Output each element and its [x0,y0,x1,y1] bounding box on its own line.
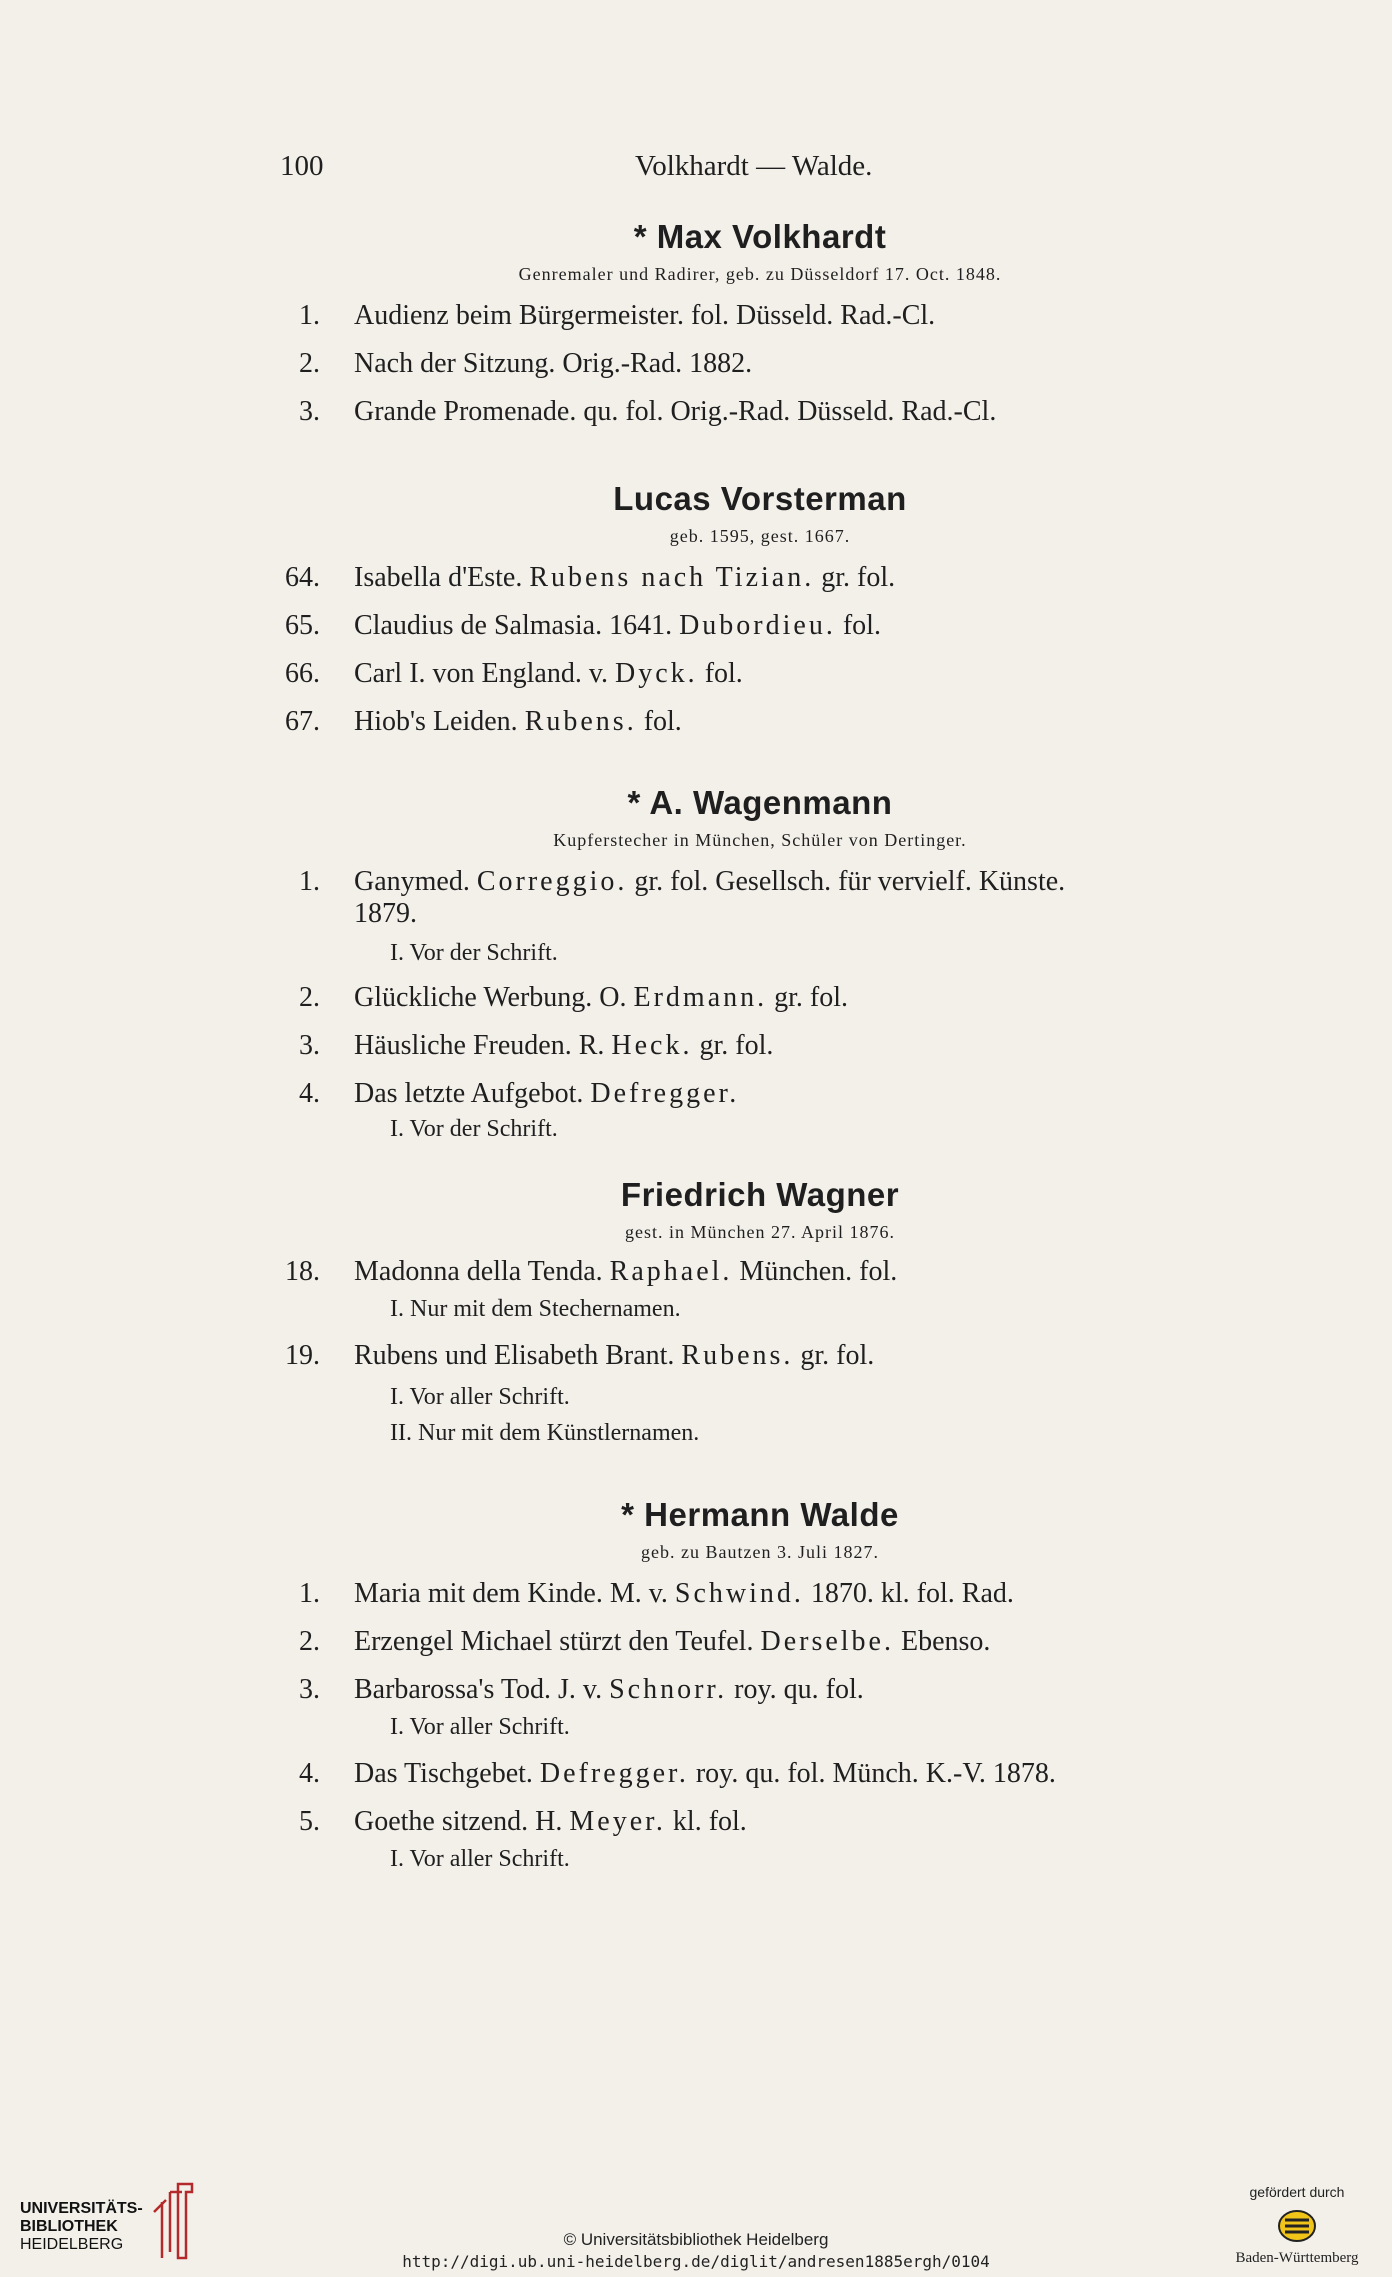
entry-number: 64. [285,562,320,593]
funder-name: Baden-Württemberg [1235,2250,1359,2266]
entry-format: 1870. kl. fol. Rad. [810,1578,1014,1609]
entry-text: Madonna della Tenda. [354,1256,603,1287]
entry-text: Claudius de Salmasia. 1641. [354,610,673,641]
digitization-footer [0,2160,1392,2277]
entry-format: gr. fol. [821,562,896,593]
entry-text: Barbarossa's Tod. J. v. [354,1674,603,1705]
entry-number: 67. [285,706,320,737]
entry-artist: Erdmann. [633,982,768,1013]
entry-artist: Rubens. [681,1340,794,1371]
entry-artist: Defregger. [539,1758,689,1789]
entry-number: 1. [299,866,320,897]
funded-by-label: gefördert durch [1249,2184,1345,2200]
entry-number: 3. [299,1030,320,1061]
entry-number: 2. [299,982,320,1013]
artist-heading: Friedrich Wagner [620,1176,900,1213]
entry-artist: Dyck. [615,658,698,689]
entry-format: gr. fol. [699,1030,774,1061]
entry-number: 4. [299,1078,320,1109]
entry-format: fol. [842,610,881,641]
entry-format: München. fol. [739,1256,898,1287]
entry-artist: Defregger. [590,1078,740,1109]
entry-text: Glückliche Werbung. O. [354,982,627,1013]
entry-number: 4. [299,1758,320,1789]
catalogue-entry [270,1806,1270,1838]
entry-format: kl. fol. [672,1806,747,1837]
coat-of-arms-icon [1277,2208,1317,2244]
catalogue-entry [270,1340,1270,1372]
entry-format: gr. fol. [800,1340,875,1371]
entry-format: Ebenso. [900,1626,991,1657]
catalogue-entry [270,1256,1270,1288]
entry-text: Ganymed. [354,866,470,897]
entry-number: 3. [299,396,320,427]
plate-state: I. Vor aller Schrift. [390,1714,570,1740]
artist-subtitle: Genremaler und Radirer, geb. zu Düsseldorf 17. Oct. 1848. [518,264,1002,284]
catalogue-entry [270,658,1270,690]
library-name: UNIVERSITÄTS- BIBLIOTHEK HEIDELBERG [20,2200,143,2253]
copyright-notice: © Universitätsbibliothek Heidelberg [563,2230,829,2249]
entry-number: 5. [299,1806,320,1837]
artist-subtitle: geb. 1595, gest. 1667. [669,526,851,546]
catalogue-entry [270,300,1270,332]
entry-text: Häusliche Freuden. R. [354,1030,605,1061]
plate-state: II. Nur mit dem Künstlernamen. [390,1420,700,1446]
entry-number: 2. [299,1626,320,1657]
catalogue-entry [270,866,1270,930]
entry-format: fol. [704,658,743,689]
entry-text: Audienz beim Bürgermeister. fol. Düsseld. Rad.-Cl. [354,300,936,331]
catalogue-entry [270,1030,1270,1062]
catalogue-entry [270,396,1270,428]
entry-text: Nach der Sitzung. Orig.-Rad. 1882. [354,348,753,379]
page-number: 100 [280,150,324,182]
entry-artist: Meyer. [569,1806,666,1837]
artist-subtitle: geb. zu Bautzen 3. Juli 1827. [641,1542,879,1562]
entry-artist: Dubordieu. [679,610,836,641]
catalogue-entry [270,348,1270,380]
entry-text: Hiob's Leiden. [354,706,518,737]
entry-number: 1. [299,300,320,331]
entry-number: 1. [299,1578,320,1609]
artist-heading: * Hermann Walde [621,1496,899,1533]
entry-text: Maria mit dem Kinde. M. v. [354,1578,668,1609]
plate-state: I. Vor aller Schrift. [390,1846,570,1872]
entry-number: 65. [285,610,320,641]
entry-format: gr. fol. [774,982,849,1013]
catalogue-entry [270,706,1270,738]
running-head [280,150,1260,190]
entry-artist: Rubens. [524,706,637,737]
artist-subtitle: gest. in München 27. April 1876. [625,1222,895,1242]
artist-heading: * Max Volkhardt [633,218,887,255]
catalogue-entry [270,1626,1270,1658]
funder-block [1222,2184,1372,2267]
entry-artist: Schwind. [674,1578,804,1609]
catalogue-entry [270,982,1270,1014]
entry-format: gr. fol. Gesellsch. für vervielf. Künste. [634,866,1066,897]
catalogue-entry [270,610,1270,642]
artist-subtitle: Kupferstecher in München, Schüler von Dertinger. [553,830,967,850]
permalink-url[interactable]: http://digi.ub.uni-heidelberg.de/diglit/andresen1885ergh/0104 [402,2252,990,2271]
entry-number: 18. [285,1256,320,1287]
entry-text: Carl I. von England. v. [354,658,609,689]
catalogue-entry [270,1674,1270,1706]
entry-text: Rubens und Elisabeth Brant. [354,1340,675,1371]
plate-state: I. Nur mit dem Stechernamen. [390,1296,681,1322]
entry-text: Das Tischgebet. [354,1758,533,1789]
entry-text: Isabella d'Este. [354,562,523,593]
artist-heading: * A. Wagenmann [627,784,893,821]
entry-format: roy. qu. fol. [734,1674,864,1705]
plate-state: I. Vor aller Schrift. [390,1384,570,1410]
entry-text: Goethe sitzend. H. [354,1806,563,1837]
entry-format: fol. [643,706,682,737]
catalogue-entry [270,562,1270,594]
catalogue-entry [270,1758,1270,1790]
entry-artist: Rubens nach Tizian. [529,562,815,593]
entry-number: 66. [285,658,320,689]
entry-artist: Schnorr. [609,1674,728,1705]
entry-continuation: 1879. [354,898,417,929]
catalogue-entry [270,1578,1270,1610]
running-title: Volkhardt — Walde. [635,150,873,182]
entry-number: 2. [299,348,320,379]
entry-format: roy. qu. fol. Münch. K.-V. 1878. [695,1758,1056,1789]
entry-artist: Heck. [611,1030,693,1061]
plate-state: I. Vor der Schrift. [390,940,558,966]
catalogue-entry [270,1078,1270,1110]
entry-number: 19. [285,1340,320,1371]
entry-text: Erzengel Michael stürzt den Teufel. [354,1626,754,1657]
plate-state: I. Vor der Schrift. [390,1116,558,1142]
entry-text: Das letzte Aufgebot. [354,1078,584,1109]
entry-artist: Raphael. [609,1256,733,1287]
entry-text: Grande Promenade. qu. fol. Orig.-Rad. Düsseld. Rad.-Cl. [354,396,997,427]
entry-number: 3. [299,1674,320,1705]
artist-heading: Lucas Vorsterman [613,480,907,517]
entry-artist: Derselbe. [760,1626,894,1657]
entry-artist: Correggio. [476,866,628,897]
